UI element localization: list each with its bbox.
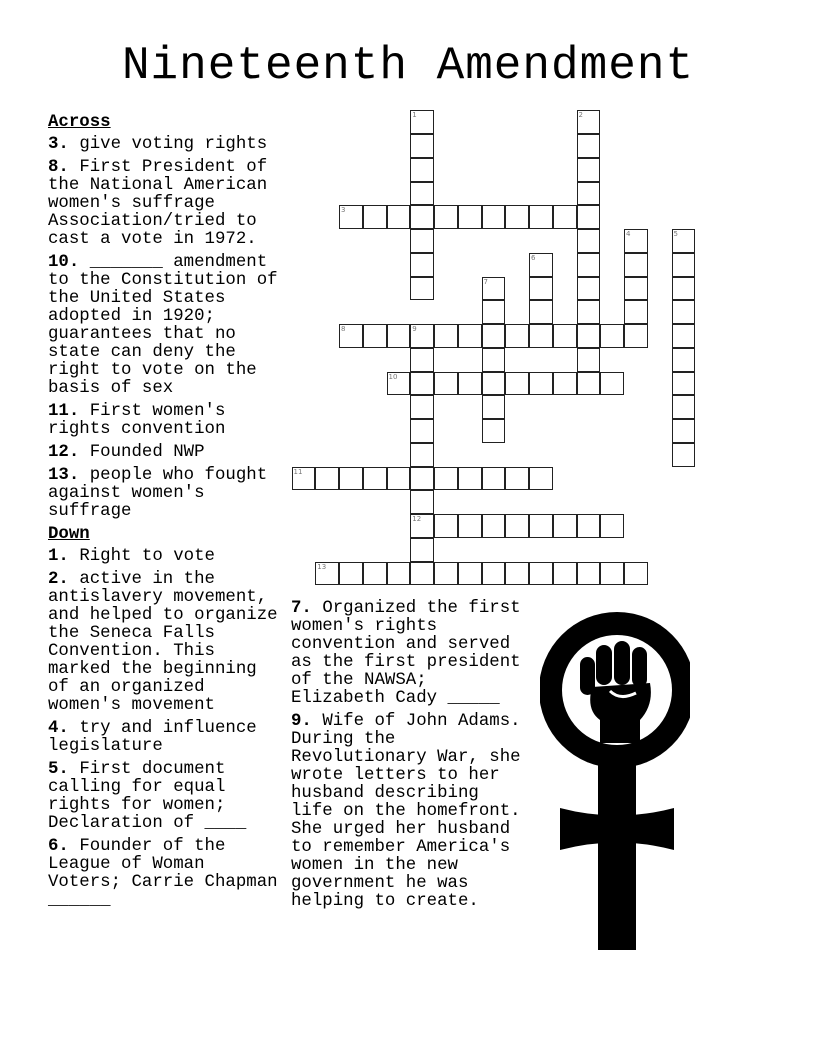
grid-cell[interactable]	[577, 229, 601, 253]
grid-cell[interactable]	[434, 205, 458, 229]
grid-cell[interactable]	[482, 372, 506, 396]
grid-cell[interactable]	[505, 467, 529, 491]
grid-cell[interactable]	[410, 562, 434, 586]
clue-text: Wife of John Adams. During the Revolutionary War, she wrote letters to her husband describing life on the homefront. She urged her husband to remember America's women in the new government he was helping to create.	[291, 712, 521, 911]
clue-number: 3.	[48, 135, 69, 154]
grid-cell[interactable]	[624, 300, 648, 324]
grid-cell[interactable]	[410, 205, 434, 229]
grid-cell[interactable]	[410, 348, 434, 372]
grid-cell[interactable]	[672, 229, 696, 253]
grid-cell[interactable]	[315, 562, 339, 586]
cell-number: 7	[483, 277, 488, 286]
grid-cell[interactable]	[553, 562, 577, 586]
grid-cell[interactable]	[482, 395, 506, 419]
grid-cell[interactable]	[458, 205, 482, 229]
grid-cell[interactable]	[410, 395, 434, 419]
grid-cell[interactable]	[410, 229, 434, 253]
clue-text: First President of the National American women's suffrage Association/tried to cast a vote in 1972.	[48, 158, 268, 249]
grid-cell[interactable]	[410, 538, 434, 562]
grid-cell[interactable]	[505, 205, 529, 229]
grid-cell[interactable]	[292, 467, 316, 491]
grid-cell[interactable]	[577, 134, 601, 158]
clue-across-11	[48, 403, 278, 439]
clue-number: 7.	[291, 599, 312, 618]
grid-cell[interactable]	[387, 372, 411, 396]
grid-cell[interactable]	[482, 205, 506, 229]
grid-cell[interactable]	[458, 324, 482, 348]
grid-cell[interactable]	[577, 300, 601, 324]
grid-cell[interactable]	[624, 229, 648, 253]
grid-cell[interactable]	[339, 562, 363, 586]
clue-across-3	[48, 136, 278, 154]
clue-text: people who fought against women's suffrage	[48, 466, 268, 521]
grid-cell[interactable]	[529, 277, 553, 301]
grid-cell[interactable]	[672, 395, 696, 419]
across-header: Across	[48, 113, 111, 132]
grid-cell[interactable]	[672, 324, 696, 348]
clue-number: 11.	[48, 402, 80, 421]
clue-text: First document calling for equal rights for women; Declaration of ____	[48, 760, 247, 833]
clue-down-1	[48, 548, 278, 566]
grid-cell[interactable]	[577, 158, 601, 182]
grid-cell[interactable]	[482, 419, 506, 443]
grid-cell[interactable]	[505, 562, 529, 586]
clues-left-column	[48, 114, 278, 915]
clue-number: 8.	[48, 158, 69, 177]
clue-down-5	[48, 761, 278, 833]
clue-across-10	[48, 254, 278, 398]
grid-cell[interactable]	[505, 372, 529, 396]
clue-number: 12.	[48, 443, 80, 462]
grid-cell[interactable]	[553, 514, 577, 538]
grid-cell[interactable]	[363, 562, 387, 586]
clue-number: 2.	[48, 570, 69, 589]
grid-cell[interactable]	[387, 205, 411, 229]
clue-text: _______ amendment to the Constitution of the United States adopted in 1920; guarantees that no state can deny the right to vote on the basis of sex	[48, 253, 278, 398]
grid-cell[interactable]	[458, 467, 482, 491]
grid-cell[interactable]	[600, 372, 624, 396]
grid-cell[interactable]	[577, 205, 601, 229]
clue-text: try and influence legislature	[48, 719, 257, 756]
grid-cell[interactable]	[434, 562, 458, 586]
grid-cell[interactable]	[577, 372, 601, 396]
grid-cell[interactable]	[482, 562, 506, 586]
cell-number: 12	[412, 515, 422, 524]
clue-text: Right to vote	[79, 547, 215, 566]
grid-cell[interactable]	[672, 253, 696, 277]
clue-down-6	[48, 838, 278, 910]
grid-cell[interactable]	[529, 372, 553, 396]
cell-number: 4	[626, 230, 631, 239]
grid-cell[interactable]	[387, 562, 411, 586]
grid-cell[interactable]	[458, 514, 482, 538]
grid-cell[interactable]	[315, 467, 339, 491]
clue-number: 6.	[48, 837, 69, 856]
grid-cell[interactable]	[577, 324, 601, 348]
grid-cell[interactable]	[600, 562, 624, 586]
cell-number: 10	[388, 372, 398, 381]
grid-cell[interactable]	[339, 205, 363, 229]
clues-right-column	[291, 600, 521, 916]
grid-cell[interactable]	[339, 467, 363, 491]
grid-cell[interactable]	[410, 277, 434, 301]
grid-cell[interactable]	[387, 467, 411, 491]
grid-cell[interactable]	[529, 253, 553, 277]
clue-across-13	[48, 467, 278, 521]
grid-cell[interactable]	[553, 372, 577, 396]
grid-cell[interactable]	[363, 324, 387, 348]
grid-cell[interactable]	[624, 324, 648, 348]
grid-cell[interactable]	[672, 277, 696, 301]
grid-cell[interactable]	[553, 205, 577, 229]
grid-cell[interactable]	[505, 514, 529, 538]
grid-cell[interactable]	[410, 443, 434, 467]
cell-number: 9	[412, 325, 417, 334]
clue-number: 5.	[48, 760, 69, 779]
grid-cell[interactable]	[672, 300, 696, 324]
grid-cell[interactable]	[410, 490, 434, 514]
grid-cell[interactable]	[434, 467, 458, 491]
grid-cell[interactable]	[624, 277, 648, 301]
grid-cell[interactable]	[600, 324, 624, 348]
grid-cell[interactable]	[363, 467, 387, 491]
grid-cell[interactable]	[577, 348, 601, 372]
grid-cell[interactable]	[410, 182, 434, 206]
grid-cell[interactable]	[410, 158, 434, 182]
grid-cell[interactable]	[529, 467, 553, 491]
grid-cell[interactable]	[672, 443, 696, 467]
grid-cell[interactable]	[410, 372, 434, 396]
grid-cell[interactable]	[458, 562, 482, 586]
grid-cell[interactable]	[482, 348, 506, 372]
grid-cell[interactable]	[363, 205, 387, 229]
grid-cell[interactable]	[577, 110, 601, 134]
grid-cell[interactable]	[410, 253, 434, 277]
grid-cell[interactable]	[577, 514, 601, 538]
grid-cell[interactable]	[529, 562, 553, 586]
grid-cell[interactable]	[482, 467, 506, 491]
grid-cell[interactable]	[505, 324, 529, 348]
grid-cell[interactable]	[458, 372, 482, 396]
grid-cell[interactable]	[529, 300, 553, 324]
grid-cell[interactable]	[529, 324, 553, 348]
clue-down-7	[291, 600, 521, 708]
cell-number: 8	[341, 325, 346, 334]
clue-text: give voting rights	[79, 135, 268, 154]
grid-cell[interactable]	[672, 348, 696, 372]
grid-cell[interactable]	[410, 514, 434, 538]
grid-cell[interactable]	[577, 277, 601, 301]
grid-cell[interactable]	[410, 419, 434, 443]
feminist-fist-venus-icon	[540, 595, 690, 995]
down-header: Down	[48, 525, 90, 544]
clue-text: Founded NWP	[89, 443, 205, 462]
page-title: Nineteenth Amendment	[121, 40, 695, 92]
clue-number: 9.	[291, 712, 312, 731]
grid-cell[interactable]	[577, 253, 601, 277]
grid-cell[interactable]	[577, 182, 601, 206]
grid-cell[interactable]	[577, 562, 601, 586]
grid-cell[interactable]	[434, 514, 458, 538]
clue-down-4	[48, 720, 278, 756]
cell-number: 13	[317, 562, 327, 571]
cell-number: 11	[293, 467, 303, 476]
cell-number: 3	[341, 206, 346, 215]
clue-text: active in the antislavery movement, and helped to organize the Seneca Falls Convention. This marked the beginning of an organized women's movement	[48, 570, 278, 715]
grid-cell[interactable]	[482, 514, 506, 538]
grid-cell[interactable]	[672, 372, 696, 396]
clue-number: 10.	[48, 253, 80, 272]
grid-cell[interactable]	[482, 277, 506, 301]
cell-number: 5	[673, 230, 678, 239]
grid-cell[interactable]	[624, 562, 648, 586]
grid-cell[interactable]	[387, 324, 411, 348]
clue-down-9	[291, 713, 521, 911]
grid-cell[interactable]	[410, 134, 434, 158]
grid-cell[interactable]	[410, 467, 434, 491]
grid-cell[interactable]	[529, 205, 553, 229]
cell-number: 6	[531, 253, 536, 262]
grid-cell[interactable]	[434, 372, 458, 396]
clue-number: 13.	[48, 466, 80, 485]
clue-text: Organized the first women's rights convention and served as the first president of the NAWSA; Elizabeth Cady _____	[291, 599, 521, 708]
grid-cell[interactable]	[529, 514, 553, 538]
grid-cell[interactable]	[482, 300, 506, 324]
clue-across-8	[48, 159, 278, 249]
clue-down-2	[48, 571, 278, 715]
grid-cell[interactable]	[410, 110, 434, 134]
cell-number: 2	[578, 111, 583, 120]
grid-cell[interactable]	[600, 514, 624, 538]
grid-cell[interactable]	[410, 324, 434, 348]
grid-cell[interactable]	[339, 324, 363, 348]
grid-cell[interactable]	[434, 324, 458, 348]
grid-cell[interactable]	[672, 419, 696, 443]
clue-number: 4.	[48, 719, 69, 738]
clue-text: First women's rights convention	[48, 402, 226, 439]
clue-across-12	[48, 444, 278, 462]
cell-number: 1	[412, 111, 417, 120]
clue-number: 1.	[48, 547, 69, 566]
clue-text: Founder of the League of Woman Voters; Carrie Chapman ______	[48, 837, 278, 910]
grid-cell[interactable]	[482, 324, 506, 348]
grid-cell[interactable]	[553, 324, 577, 348]
grid-cell[interactable]	[624, 253, 648, 277]
